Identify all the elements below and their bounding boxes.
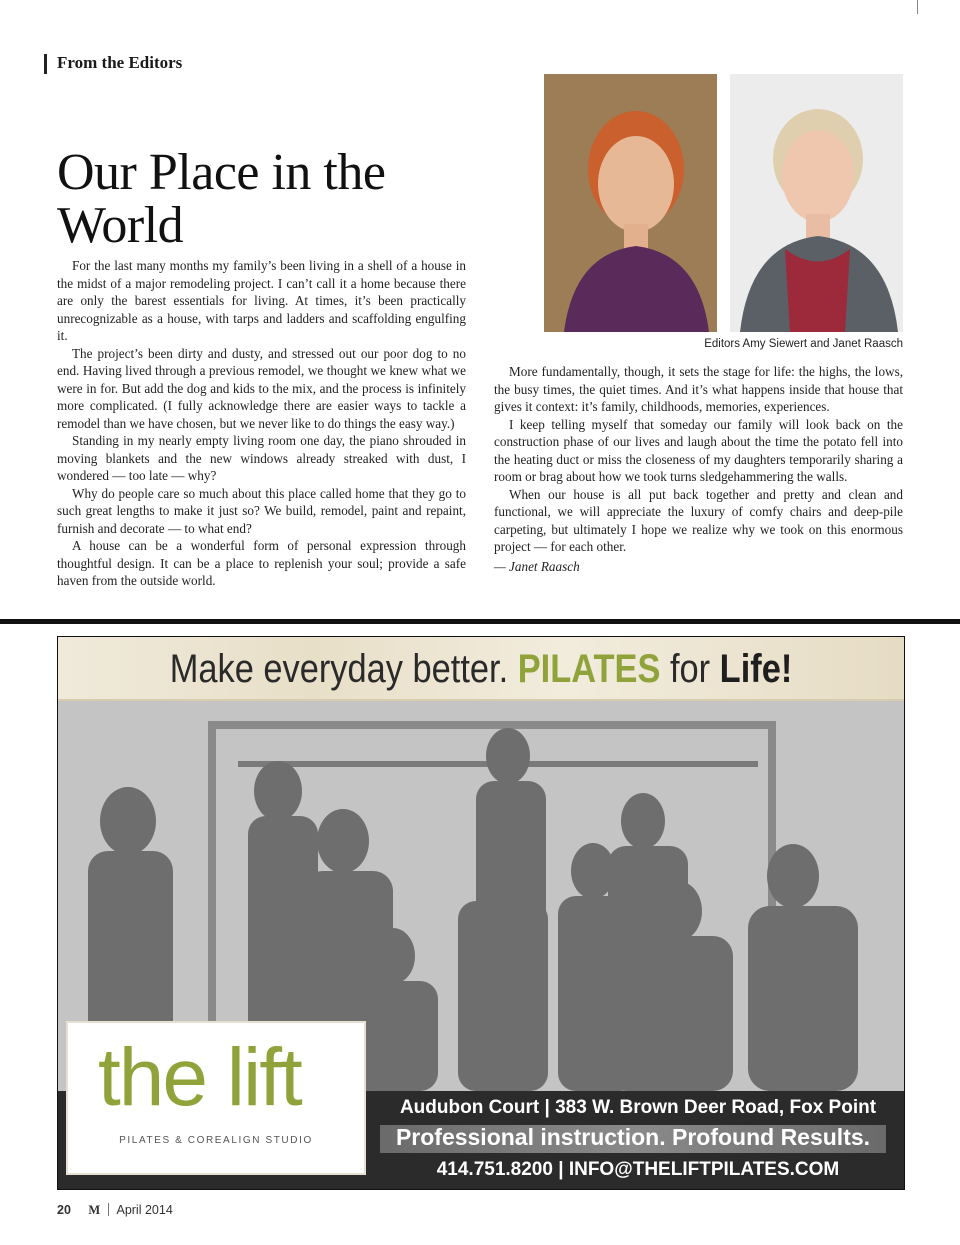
page-number: 20	[57, 1203, 71, 1217]
page-footer	[57, 1203, 173, 1218]
author-signature: — Janet Raasch	[494, 558, 580, 574]
paragraph: I keep telling myself that someday our family will look back on the construction phase of our lives and laugh about the time the potato fell into the heating duct or miss the closeness of my daughters temporarily sharing a room or brag about how we took turns sledgehammering the walls.	[494, 416, 903, 484]
advertisement	[57, 636, 905, 1190]
paragraph: The project’s been dirty and dusty, and stressed out our poor dog to no end. Having lived through a previous remodel, we thought we knew what we were in for. But add the dog and kids to the mix, and the process is infinitely more complicated. (I fully acknowledge there are easier ways to tackle a remodel than we have chosen, but we never like to do things the easy way.)	[57, 345, 466, 431]
paragraph: Standing in my nearly empty living room one day, the piano shrouded in moving blankets and the new windows already streaked with dust, I wondered — too late — why?	[57, 433, 466, 483]
ad-tagline	[117, 645, 845, 693]
ad-contact: 414.751.8200 | INFO@THELIFTPILATES.COM	[436, 1159, 840, 1180]
editor-photo-amy	[544, 74, 717, 332]
paragraph: A house can be a wonderful form of personal expression through thoughtful design. It can be a place to replenish your soul; provide a safe haven from the outside world.	[57, 538, 466, 588]
section-label: From the Editors	[57, 53, 183, 72]
article-column-left	[57, 257, 466, 590]
article-column-right	[494, 363, 903, 575]
paragraph: For the last many months my family’s been living in a shell of a house in the midst of a major remodeling project. I can’t call it a home because there are only the barest essentials for living. At times, it’s been practically unrecognizable as a house, with tarps and ladders and scaffolding engulfing it.	[57, 258, 466, 343]
tagline-for: for	[660, 647, 720, 691]
tagline-pilates: PILATES	[517, 647, 661, 691]
issue-date: April 2014	[116, 1203, 173, 1217]
paragraph: When our house is all put back together and pretty and clean and functional, we will appreciate the luxury of comfy chairs and deep-pile carpeting, but ultimately I hope we realize why we took on this enormous project — for each other.	[494, 486, 903, 554]
ad-results: Professional instruction. Profound Results.	[395, 1124, 871, 1150]
logo-subtitle: PILATES & COREALIGN STUDIO	[119, 1135, 313, 1146]
section-bar	[44, 54, 47, 74]
studio-logo	[66, 1021, 366, 1175]
ad-address: Audubon Court | 383 W. Brown Deer Road, Fox Point	[399, 1097, 877, 1118]
paragraph: More fundamentally, though, it sets the stage for life: the highs, the lows, the busy times, the quiet times. And it’s what happens inside that house that gives it context: it’s family, childhoods, memories, experiences.	[494, 364, 903, 414]
article-headline: Our Place in the World	[57, 144, 386, 254]
magazine-logo: M	[88, 1203, 101, 1217]
tagline-text: Make everyday better.	[169, 647, 518, 691]
logo-wordmark: the lift	[98, 1032, 301, 1123]
photo-caption: Editors Amy Siewert and Janet Raasch	[704, 338, 903, 350]
top-rule	[917, 0, 918, 14]
tagline-life: Life!	[719, 647, 793, 691]
page-divider	[0, 619, 960, 624]
footer-separator	[108, 1203, 109, 1216]
editor-photo-janet	[730, 74, 903, 332]
paragraph: Why do people care so much about this place called home that they go to such great lengths to make it just so? We build, remodel, paint and repaint, furnish and decorate — to what end?	[57, 485, 466, 536]
